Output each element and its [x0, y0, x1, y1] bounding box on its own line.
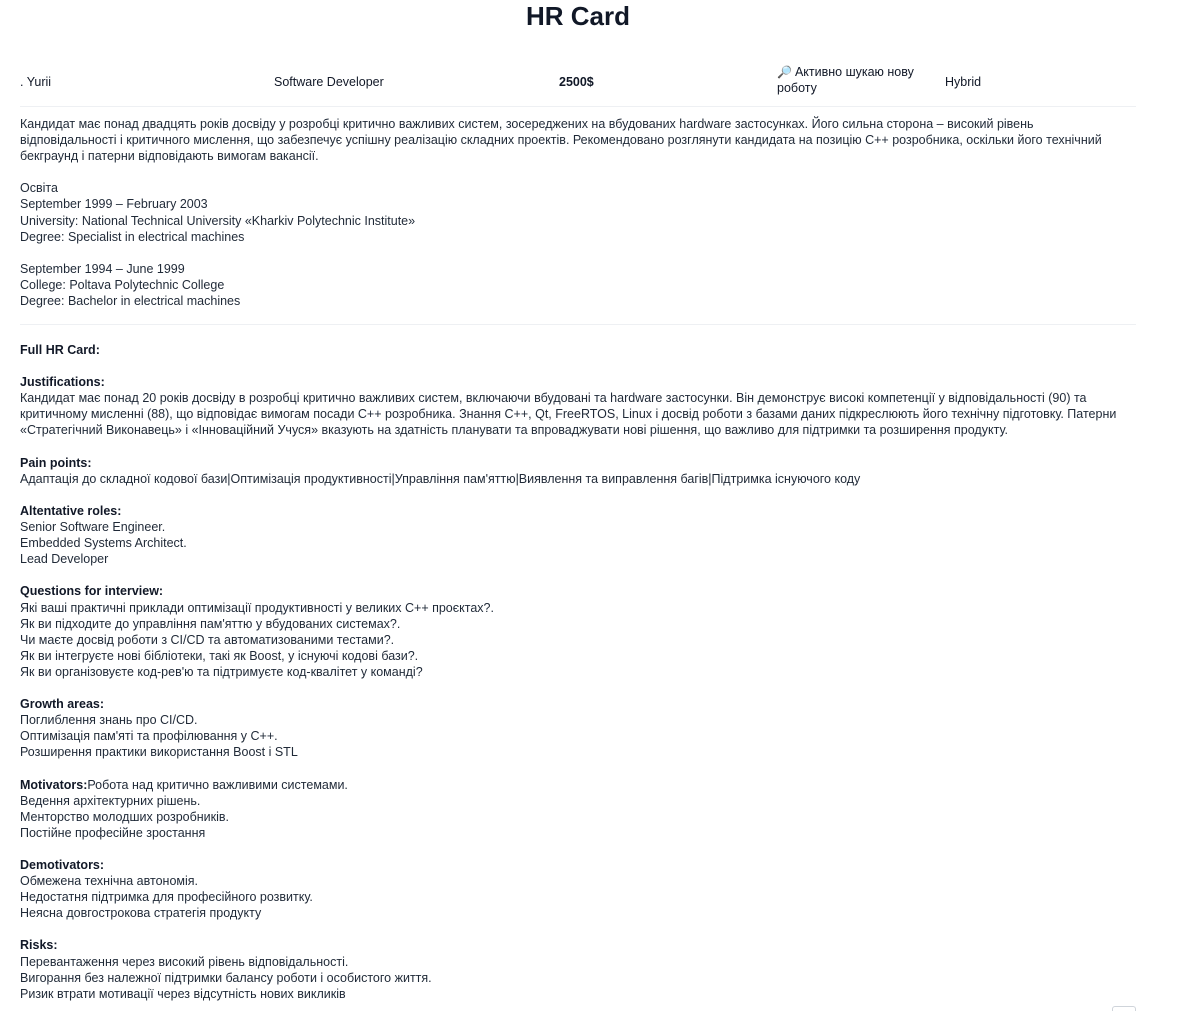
education-institution: University: National Technical University «Kharkiv Polytechnic Institute» — [20, 213, 416, 228]
candidate-role: Software Developer — [274, 75, 384, 89]
list-item: Недостатня підтримка для професійного розвитку. — [20, 890, 313, 905]
pain-points-label: Pain points: — [20, 455, 92, 470]
list-item: Як ви підходите до управління пам'яттю у вбудованих системах?. — [20, 616, 401, 631]
full-hr-card — [20, 342, 1120, 1002]
list-item: Senior Software Engineer. — [20, 520, 166, 535]
list-item: Перевантаження через високий рівень відповідальності. — [20, 954, 349, 969]
candidate-name: . Yurii — [20, 75, 52, 89]
magnifier-icon: 🔎 — [777, 65, 792, 79]
list-item: Які ваші практичні приклади оптимізації продуктивності у великих C++ проєктах?. — [20, 600, 494, 615]
list-item: Розширення практики використання Boost і STL — [20, 745, 298, 760]
scroll-handle[interactable] — [1112, 1006, 1136, 1011]
work-format: Hybrid — [945, 75, 982, 89]
motivators-label: Motivators: — [20, 777, 88, 792]
divider — [20, 106, 1136, 107]
list-item: Як ви організовуєте код-рев'ю та підтримуєте код-квалітет у команді? — [20, 664, 423, 679]
job-search-status — [777, 64, 937, 96]
list-item: Embedded Systems Architect. — [20, 536, 187, 551]
demotivators-label: Demotivators: — [20, 858, 105, 872]
list-item: Менторство молодших розробників. — [20, 809, 230, 824]
education-degree: Degree: Bachelor in electrical machines — [20, 294, 241, 309]
list-item: Lead Developer — [20, 552, 109, 567]
risks-label: Risks: — [20, 938, 58, 953]
candidate-salary: 2500$ — [559, 75, 594, 89]
growth-areas-label: Growth areas: — [20, 697, 105, 712]
pain-points-text: Адаптація до складної кодової бази|Оптимізація продуктивності|Управління пам'яттю|Виявлення та виправлення багів|Підтримка існуючого коду — [20, 471, 861, 486]
list-item: Неясна довгострокова стратегія продукту — [20, 906, 262, 921]
education-period: September 1999 – February 2003 — [20, 197, 208, 212]
list-item: Чи маєте досвід роботи з CI/CD та автоматизованими тестами?. — [20, 632, 395, 647]
full-card-heading: Full HR Card: — [20, 343, 100, 357]
justifications-label: Justifications: — [20, 375, 105, 390]
intro-text: Кандидат має понад двадцять років досвіду у розробці критично важливих систем, зосереджених на вбудованих hardware застосунках. Його сильна сторона – високий рівень відповідальності і критичного мислення, що забезпечує успішну реалізацію складних проектів. Рекомендовано розглянути кандидата на позицію C++ розробника, оскільки його технічний бекграунд і патерни відповідають вимогам вакансії. — [20, 117, 1102, 164]
list-item: Оптимізація пам'яті та профілювання у C++. — [20, 729, 278, 744]
education-period: September 1994 – June 1999 — [20, 261, 185, 276]
list-item: Вигорання без належної підтримки балансу роботи і особистого життя. — [20, 970, 432, 985]
page-title: HR Card — [525, 1, 630, 31]
candidate-overview — [20, 116, 1120, 309]
list-item: Робота над критично важливими системами. — [87, 777, 348, 792]
list-item: Ризик втрати мотивації через відсутність нових викликів — [20, 986, 346, 1001]
list-item: Поглиблення знань про CI/CD. — [20, 713, 198, 728]
motivators-line — [20, 777, 1120, 793]
list-item: Ведення архітектурних рішень. — [20, 793, 201, 808]
list-item: Обмежена технічна автономія. — [20, 874, 199, 889]
list-item: Як ви інтегруєте нові бібліотеки, такі як Boost, у існуючі кодові бази?. — [20, 648, 419, 663]
job-search-status-label: Активно шукаю нову роботу — [777, 65, 914, 95]
questions-label: Questions for interview: — [20, 584, 164, 599]
education-heading: Освіта — [20, 181, 58, 196]
divider — [20, 324, 1136, 325]
education-degree: Degree: Specialist in electrical machines — [20, 229, 245, 244]
candidate-summary-row — [20, 64, 1136, 104]
alternative-roles-label: Altentative roles: — [20, 503, 122, 518]
justifications-text: Кандидат має понад 20 років досвіду в розробці критично важливих систем, включаючи вбудовані та hardware застосунки. Він демонструє високі компетенції у відповідальності (90) та критичному мисленні (88), що відповідає вимогам посади C++ розробника. Знання C++, Qt, FreeRTOS, Linux і досвід роботи з базами даних підкреслюють його технічну підготовку. Патерни «Стратегічний Виконавець» і «Інноваційний Учуся» вказують на здатність планувати та впроваджувати нові рішення, що важливо для підтримки та розширення продукту. — [20, 391, 1117, 438]
list-item: Постійне професійне зростання — [20, 825, 206, 840]
education-institution: College: Poltava Polytechnic College — [20, 277, 225, 292]
